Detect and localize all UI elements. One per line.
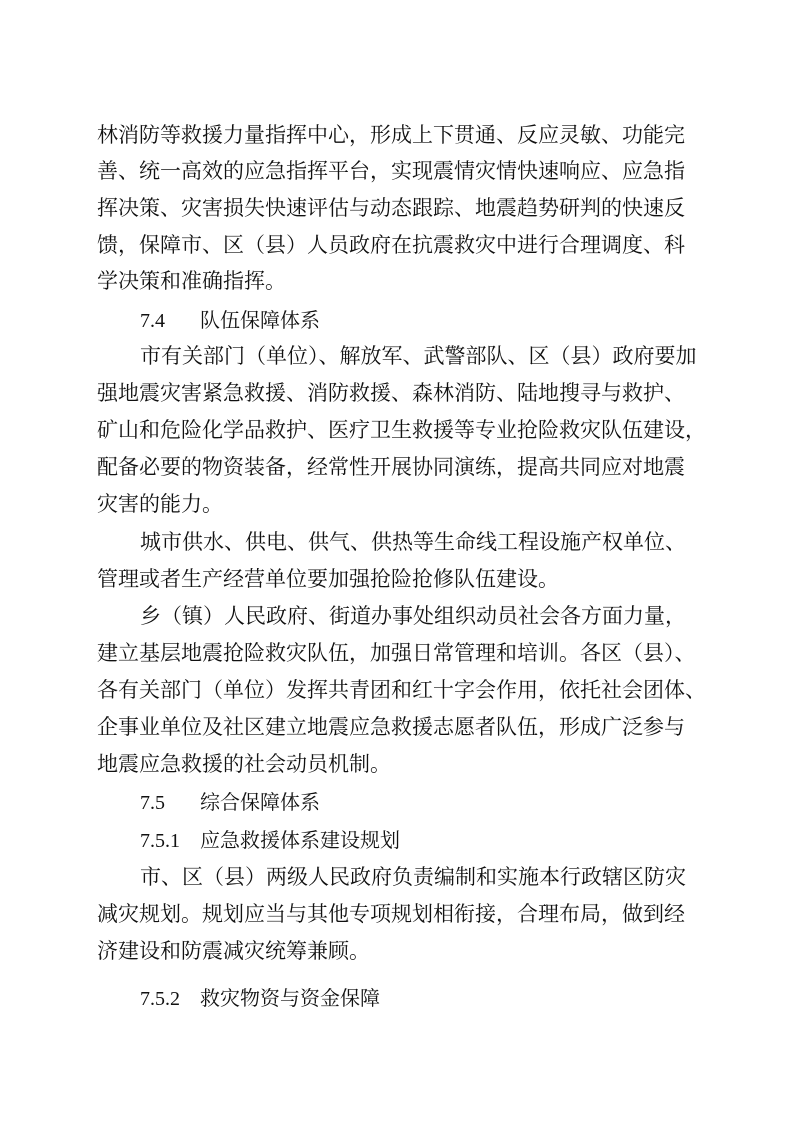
section-number: 7.5.2 bbox=[140, 988, 180, 1010]
paragraph-line: 企事业单位及社区建立地震应急救援志愿者队伍，形成广泛参与 bbox=[97, 715, 685, 739]
section-heading-7-5-1 bbox=[140, 825, 400, 856]
paragraph-line: 地震应急救援的社会动员机制。 bbox=[97, 752, 391, 776]
section-title: 应急救援体系建设规划 bbox=[200, 828, 400, 852]
paragraph-line: 市有关部门（单位）、解放军、武警部队、区（县）政府要加 bbox=[140, 344, 697, 368]
paragraph-line: 减灾规划。规划应当与其他专项规划相衔接，合理布局，做到经 bbox=[97, 902, 685, 926]
paragraph-line: 乡（镇）人民政府、街道办事处组织动员社会各方面力量， bbox=[140, 604, 686, 628]
section-title: 救灾物资与资金保障 bbox=[200, 986, 380, 1010]
paragraph-line: 配备必要的物资装备，经常性开展协同演练，提高共同应对地震 bbox=[97, 455, 685, 479]
paragraph-line: 城市供水、供电、供气、供热等生命线工程设施产权单位、 bbox=[140, 530, 686, 554]
paragraph-line: 灾害的能力。 bbox=[97, 492, 223, 516]
section-heading-7-5 bbox=[140, 787, 320, 818]
section-number: 7.5.1 bbox=[140, 830, 180, 852]
paragraph-line: 挥决策、灾害损失快速评估与动态跟踪、地震趋势研判的快速反 bbox=[97, 196, 685, 220]
section-title: 综合保障体系 bbox=[200, 790, 320, 814]
section-title: 队伍保障体系 bbox=[200, 308, 320, 332]
paragraph-line: 强地震灾害紧急救援、消防救援、森林消防、陆地搜寻与救护、 bbox=[97, 381, 685, 405]
paragraph-line: 矿山和危险化学品救护、医疗卫生救援等专业抢险救灾队伍建设， bbox=[97, 418, 706, 442]
paragraph-line: 林消防等救援力量指挥中心，形成上下贯通、反应灵敏、功能完 bbox=[97, 123, 685, 147]
paragraph-line: 管理或者生产经营单位要加强抢险抢修队伍建设。 bbox=[97, 567, 559, 591]
paragraph-line: 各有关部门（单位）发挥共青团和红十字会作用，依托社会团体、 bbox=[97, 678, 706, 702]
section-number: 7.4 bbox=[140, 310, 165, 332]
section-heading-7-4 bbox=[140, 305, 320, 336]
paragraph-line: 善、统一高效的应急指挥平台，实现震情灾情快速响应、应急指 bbox=[97, 159, 685, 183]
paragraph-line: 建立基层地震抢险救灾队伍，加强日常管理和培训。各区（县）、 bbox=[97, 641, 696, 665]
section-number: 7.5 bbox=[140, 792, 165, 814]
paragraph-line: 济建设和防震减灾统筹兼顾。 bbox=[97, 939, 370, 963]
paragraph-line: 馈，保障市、区（县）人员政府在抗震救灾中进行合理调度、科 bbox=[97, 233, 685, 257]
paragraph-line: 学决策和准确指挥。 bbox=[97, 269, 286, 293]
paragraph-line: 市、区（县）两级人民政府负责编制和实施本行政辖区防灾 bbox=[140, 865, 686, 889]
section-heading-7-5-2 bbox=[140, 983, 380, 1014]
